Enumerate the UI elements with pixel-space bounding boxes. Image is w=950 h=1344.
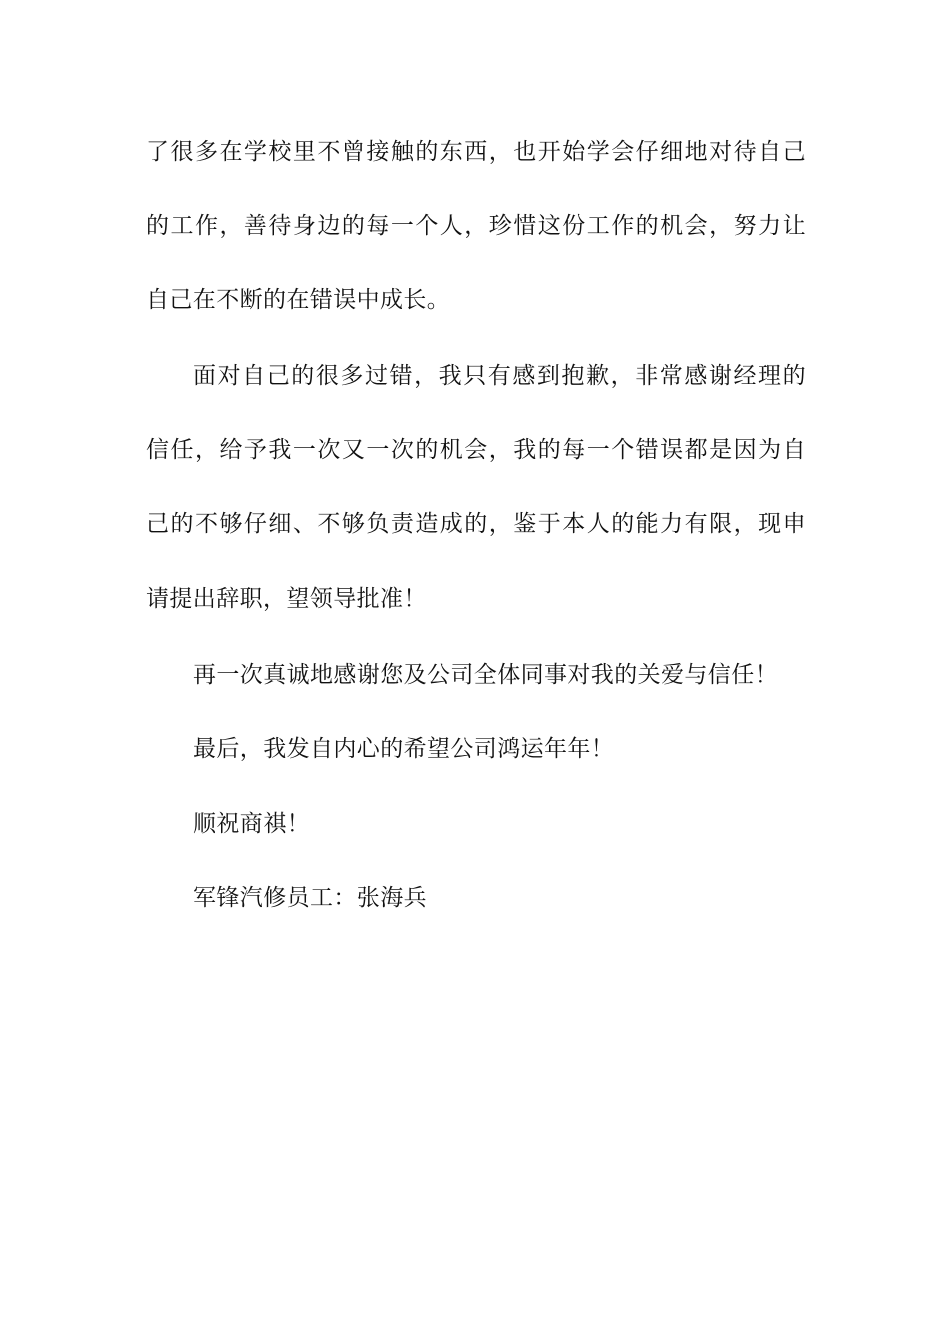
paragraph-1-line-1: 了很多在学校里不曾接触的东西，也开始学会仔细地对待自己 <box>146 139 806 165</box>
paragraph-2-line-1: 面对自己的很多过错，我只有感到抱歉，非常感谢经理的 <box>193 363 806 389</box>
paragraph-2-line-2: 信任，给予我一次又一次的机会，我的每一个错误都是因为自 <box>146 437 806 463</box>
paragraph-4: 最后，我发自内心的希望公司鸿运年年！ <box>193 736 615 762</box>
paragraph-1-line-2: 的工作，善待身边的每一个人，珍惜这份工作的机会，努力让 <box>146 213 806 239</box>
signature-line: 军锋汽修员工：张海兵 <box>193 885 427 911</box>
paragraph-3: 再一次真诚地感谢您及公司全体同事对我的关爱与信任！ <box>193 662 778 688</box>
closing-line: 顺祝商祺！ <box>193 811 310 837</box>
paragraph-2-line-3: 己的不够仔细、不够负责造成的，鉴于本人的能力有限，现申 <box>146 511 806 537</box>
paragraph-2-line-4: 请提出辞职，望领导批准！ <box>146 586 427 612</box>
paragraph-1-line-3: 自己在不断的在错误中成长。 <box>146 287 451 313</box>
